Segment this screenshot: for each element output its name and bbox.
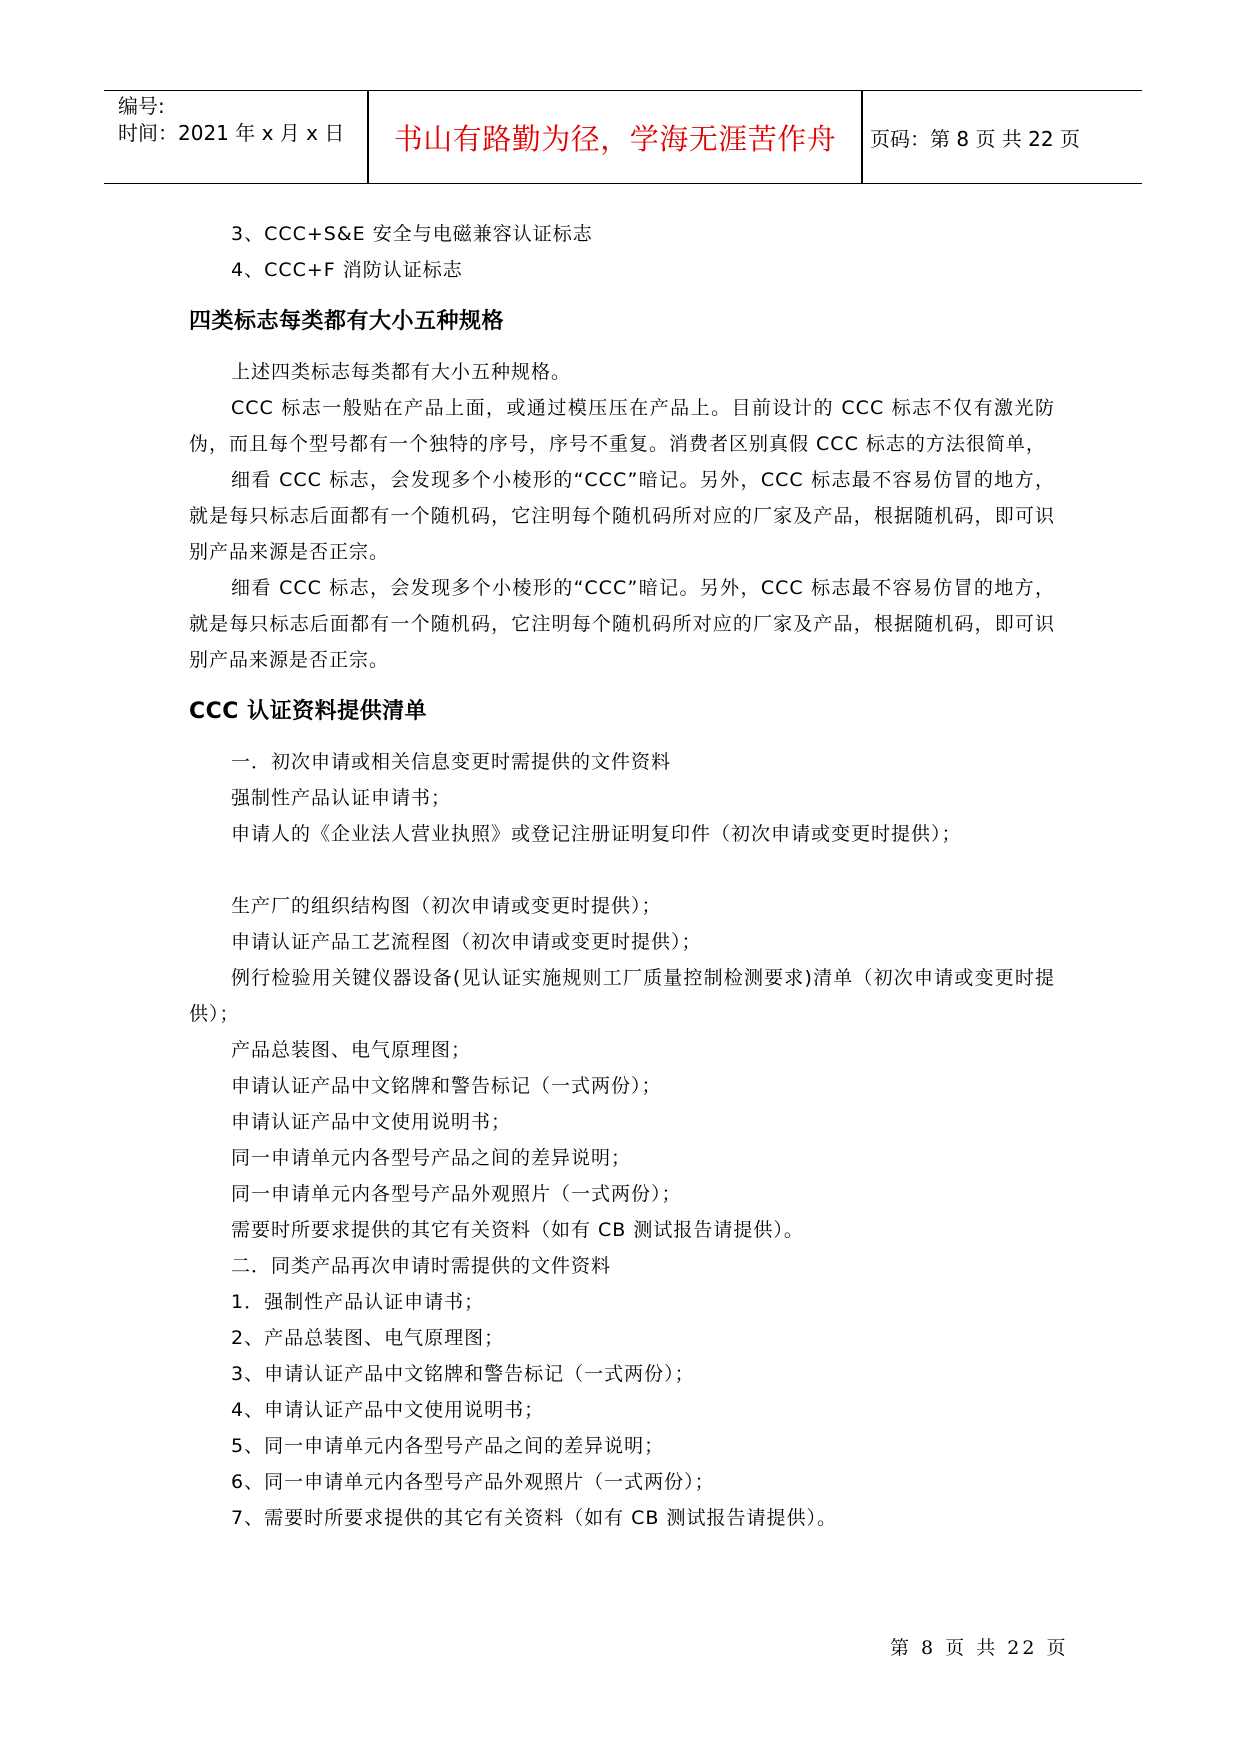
- paragraph: 上述四类标志每类都有大小五种规格。: [231, 361, 572, 383]
- list-item: 6、同一申请单元内各型号产品外观照片（一式两份）；: [231, 1471, 715, 1493]
- list-item: 例行检验用关键仪器设备(见认证实施规则工厂质量控制检测要求)清单（初次申请或变更时提供）；: [189, 967, 1055, 1025]
- paragraph: 细看 CCC 标志，会发现多个小棱形的“CCC”暗记。另外，CCC 标志最不容易仿冒的地方，就是每只标志后面都有一个随机码，它注明每个随机码所对应的厂家及产品，根据随机码，即可识别产品来源是否正宗。: [189, 469, 1055, 563]
- list-item: 一．初次申请或相关信息变更时需提供的文件资料: [231, 751, 672, 773]
- header-motto: 书山有路勤为径，学海无涯苦作舟: [393, 121, 837, 156]
- list-item: 申请人的《企业法人营业执照》或登记注册证明复印件（初次申请或变更时提供）；: [231, 823, 962, 845]
- header-page-number: 页码：第 8 页 共 22 页: [870, 126, 1080, 151]
- list-item: 3、申请认证产品中文铭牌和警告标记（一式两份）；: [231, 1363, 695, 1385]
- document-body: [189, 216, 1055, 1536]
- page-footer: 第 8 页 共 22 页: [890, 1637, 1069, 1659]
- section-heading: 四类标志每类都有大小五种规格: [189, 309, 505, 334]
- list-item: 申请认证产品工艺流程图（初次申请或变更时提供）；: [231, 931, 702, 953]
- list-item: 需要时所要求提供的其它有关资料（如有 CB 测试报告请提供）。: [231, 1219, 804, 1241]
- list-item: 强制性产品认证申请书；: [231, 787, 452, 809]
- list-item: 1．强制性产品认证申请书；: [231, 1291, 485, 1313]
- document-number-label: 编号:: [118, 94, 165, 118]
- list-item: 生产厂的组织结构图（初次申请或变更时提供）；: [231, 895, 662, 917]
- header-divider-right: [861, 91, 863, 183]
- document-date: 时间：2021 年 x 月 x 日: [118, 121, 345, 145]
- list-item: 产品总装图、电气原理图；: [231, 1039, 472, 1061]
- list-item: 申请认证产品中文使用说明书；: [231, 1111, 512, 1133]
- list-item: 7、需要时所要求提供的其它有关资料（如有 CB 测试报告请提供）。: [231, 1507, 837, 1529]
- paragraph: CCC 标志一般贴在产品上面，或通过模压压在产品上。目前设计的 CCC 标志不仅有激光防伪，而且每个型号都有一个独特的序号，序号不重复。消费者区别真假 CCC 标志的方法很简单，: [189, 397, 1055, 455]
- header-meta: [118, 93, 344, 147]
- list-item: 5、同一申请单元内各型号产品之间的差异说明；: [231, 1435, 665, 1457]
- list-item: 申请认证产品中文铭牌和警告标记（一式两份）；: [231, 1075, 662, 1097]
- list-item: 二．同类产品再次申请时需提供的文件资料: [231, 1255, 612, 1277]
- list-item: 同一申请单元内各型号产品外观照片（一式两份）；: [231, 1183, 682, 1205]
- section-heading: CCC 认证资料提供清单: [189, 699, 428, 724]
- list-item: 同一申请单元内各型号产品之间的差异说明；: [231, 1147, 632, 1169]
- paragraph: 细看 CCC 标志，会发现多个小棱形的“CCC”暗记。另外，CCC 标志最不容易仿冒的地方，就是每只标志后面都有一个随机码，它注明每个随机码所对应的厂家及产品，根据随机码，即可识别产品来源是否正宗。: [189, 577, 1055, 671]
- list-item: 4、申请认证产品中文使用说明书；: [231, 1399, 545, 1421]
- list-item: 4、CCC+F 消防认证标志: [231, 259, 463, 281]
- list-item: 2、产品总装图、电气原理图；: [231, 1327, 505, 1349]
- page-header: [104, 90, 1142, 184]
- list-item: 3、CCC+S&E 安全与电磁兼容认证标志: [231, 223, 593, 245]
